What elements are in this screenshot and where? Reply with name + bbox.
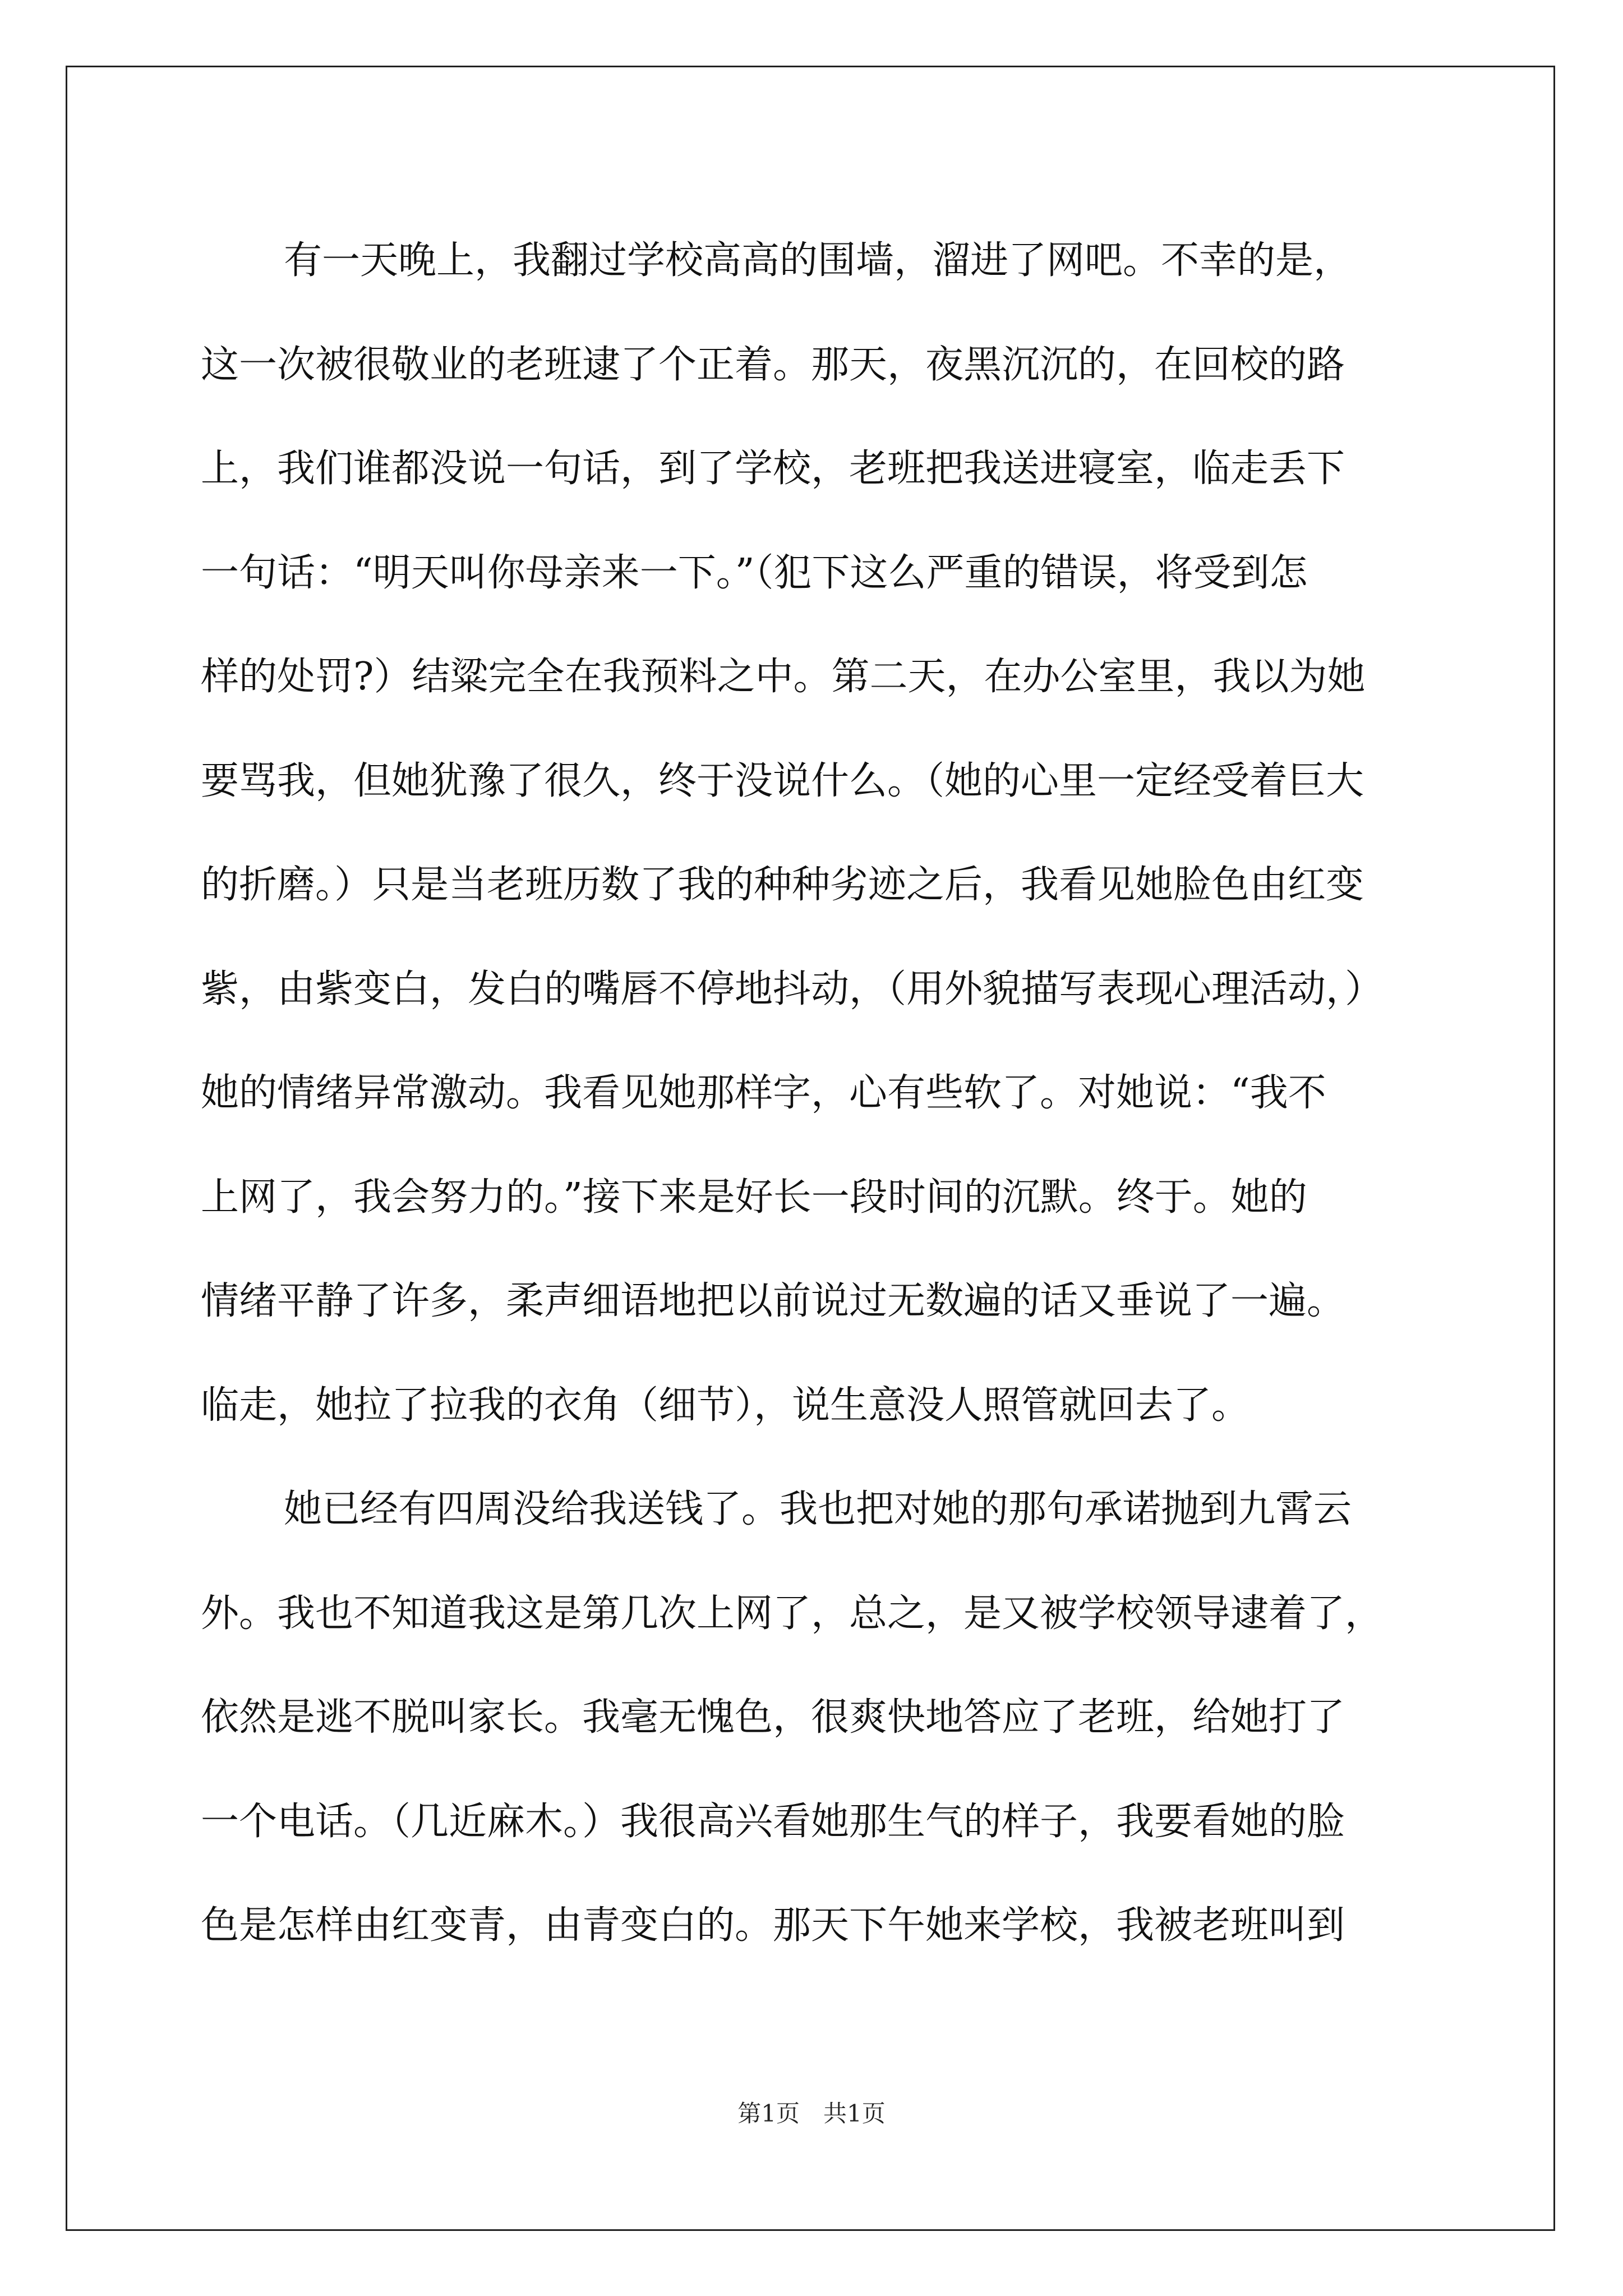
document-body xyxy=(201,209,1429,1978)
paragraph-1-line-8: 紫，由紫变白，发白的嘴唇不停地抖动，（用外貌描写表现心理活动，） xyxy=(201,967,1384,1011)
paragraph-1-line-5: 样的处罚?）结粱完全在我预料之中。第二天，在办公室里，我以为她 xyxy=(201,655,1366,699)
paragraph-1-line-2: 这一次被很敬业的老班逮了个正着。那天，夜黑沉沉的，在回校的路 xyxy=(201,342,1345,387)
paragraph-2-line-4: 一个电话。（几近麻木。）我很高兴看她那生气的样子，我要看她的脸 xyxy=(201,1799,1345,1844)
paragraph-1-line-11: 情绪平静了许多，柔声细语地把以前说过无数遍的话又垂说了一遍。 xyxy=(201,1279,1345,1323)
paragraph-2-line-1: 她已经有四周没给我送钱了。我也把对她的那句承诺抛到九霄云 xyxy=(284,1487,1352,1531)
paragraph-2-line-2: 外。我也不知道我这是第几次上网了，总之，是又被学校领导逮着了， xyxy=(201,1591,1384,1636)
paragraph-1-line-3: 上，我们谁都没说一句话，到了学校，老班把我送进寝室，临走丢下 xyxy=(201,447,1345,491)
paragraph-1-line-4: 一句话：“明天叫你母亲来一下。”（犯下这么严重的错误，将受到怎 xyxy=(201,550,1308,595)
page-number-footer: 第1页 共1页 xyxy=(737,2100,886,2127)
paragraph-1-line-7: 的折磨。）只是当老班历数了我的种种劣迹之后，我看见她脸色由红变 xyxy=(201,863,1364,907)
paragraph-2-line-3: 依然是逃不脱叫家长。我毫无愧色，很爽快地答应了老班，给她打了 xyxy=(201,1695,1345,1740)
paragraph-1-line-10: 上网了，我会努力的。”接下来是好长一段时间的沉默。终于。她的 xyxy=(201,1175,1307,1220)
paragraph-1-line-1: 有一天晚上，我翻过学校高高的围墙，溜进了网吧。不幸的是， xyxy=(284,238,1352,283)
paragraph-1-line-6: 要骂我，但她犹豫了很久，终于没说什么。（她的心里一定经受着巨大 xyxy=(201,758,1364,803)
paragraph-1-line-9: 她的情绪异常激动。我看见她那样字，心有些软了。对她说：“我不 xyxy=(201,1071,1326,1115)
paragraph-2-line-5: 色是怎样由红变青，由青变白的。那天下午她来学校，我被老班叫到 xyxy=(201,1903,1345,1948)
paragraph-1-line-12: 临走，她拉了拉我的衣角（细节），说生意没人照管就回去了。 xyxy=(201,1383,1250,1428)
